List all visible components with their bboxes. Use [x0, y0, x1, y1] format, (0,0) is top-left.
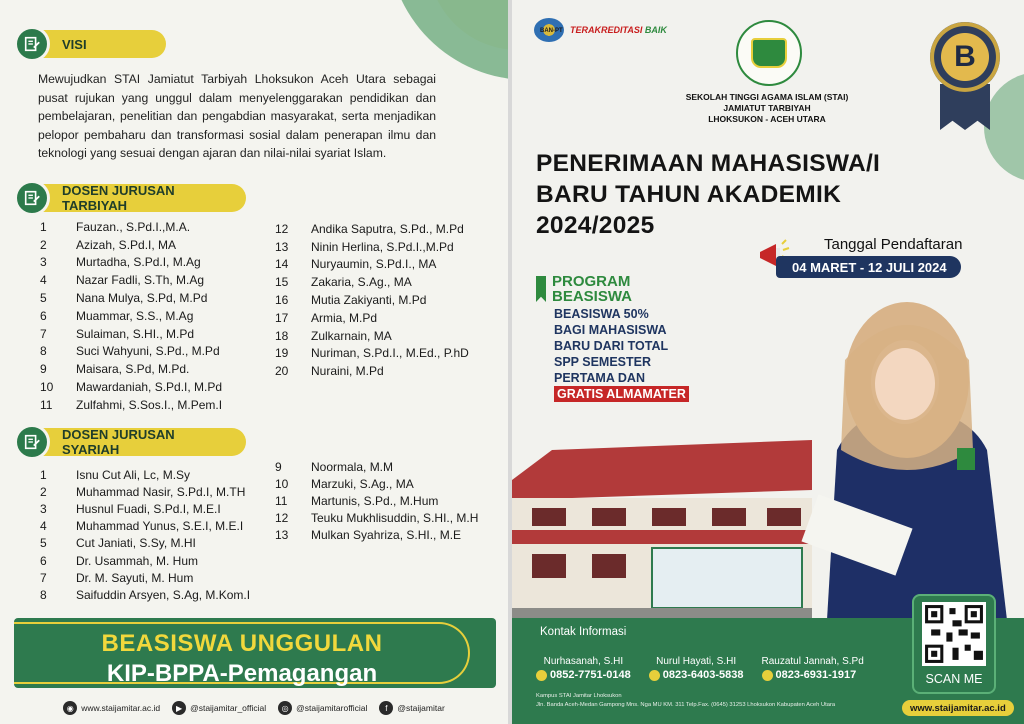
lecturer-name: Sulaiman, S.HI., M.Pd	[76, 326, 195, 341]
list-item	[40, 236, 222, 254]
accreditation-label: TERAKREDITASI BAIK	[570, 25, 667, 35]
lecturer-name: Martunis, S.Pd., M.Hum	[311, 493, 439, 508]
social-link[interactable]	[379, 701, 444, 715]
list-number: 13	[275, 528, 289, 543]
list-number: 2	[40, 484, 47, 499]
college-logo	[736, 20, 802, 86]
list-item	[40, 378, 222, 396]
list-item	[40, 307, 222, 325]
lecturer-name: Murtadha, S.Pd.I, M.Ag	[76, 255, 201, 270]
scan-me-label: SCAN ME	[925, 672, 983, 686]
lecturer-name: Fauzan., S.Pd.I.,M.A.	[76, 219, 191, 234]
edit-document-icon	[14, 26, 50, 62]
contact-name: Nurul Hayati, S.HI	[656, 656, 737, 667]
tarbiyah-list-col2	[275, 220, 469, 380]
list-item	[40, 325, 222, 343]
lecturer-name: Azizah, S.Pd.I, MA	[76, 237, 177, 252]
visi-title: VISI	[62, 36, 87, 52]
list-number: 5	[40, 291, 47, 306]
list-item	[40, 535, 250, 552]
lecturer-name: Isnu Cut Ali, Lc, M.Sy	[76, 467, 191, 482]
list-item	[275, 220, 469, 238]
banpt-label: BAN-PT	[540, 28, 563, 34]
list-item	[40, 552, 250, 569]
list-item	[40, 254, 222, 272]
list-number: 16	[275, 293, 289, 308]
list-number: 8	[40, 587, 47, 602]
social-links	[0, 692, 508, 724]
list-item	[40, 396, 222, 414]
contact-list	[536, 656, 864, 681]
scholarship-banner	[14, 618, 496, 688]
lecturer-name: Muhammad Nasir, S.Pd.I, M.TH	[76, 484, 246, 499]
corner-decoration	[388, 0, 508, 80]
list-item	[275, 309, 469, 327]
social-link[interactable]	[278, 701, 367, 715]
whatsapp-icon	[536, 670, 547, 681]
lecturer-name: Nuraini, M.Pd	[311, 364, 384, 379]
corner-decoration	[984, 72, 1024, 182]
lecturer-name: Dr. Usammah, M. Hum	[76, 553, 199, 568]
phone-number: 0823-6403-5838	[662, 669, 744, 681]
list-number: 8	[40, 344, 47, 359]
right-panel	[512, 0, 1024, 724]
lecturer-name: Ninin Herlina, S.Pd.I.,M.Pd	[311, 239, 454, 254]
lecturer-name: Saifuddin Arsyen, S.Ag, M.Kom.I	[76, 587, 251, 602]
contact-name: Rauzatul Jannah, S.Pd	[761, 656, 864, 667]
social-handle: @staijamitar	[397, 703, 445, 713]
lecturer-name: Maisara, S.Pd, M.Pd.	[76, 362, 190, 377]
syariah-list-col2	[275, 458, 478, 544]
program-heading	[536, 274, 632, 304]
edit-document-icon	[14, 180, 50, 216]
list-number: 17	[275, 310, 289, 325]
list-item	[40, 289, 222, 307]
list-item	[40, 466, 250, 483]
list-item	[40, 360, 222, 378]
list-number: 12	[275, 221, 289, 236]
lecturer-name: Dr. M. Sayuti, M. Hum	[76, 570, 194, 585]
list-number: 14	[275, 257, 289, 272]
list-number: 9	[275, 459, 282, 474]
list-number: 1	[40, 467, 47, 482]
list-item	[275, 238, 469, 256]
list-item	[40, 569, 250, 586]
list-number: 10	[275, 476, 289, 491]
edit-document-icon	[14, 424, 50, 460]
lecturer-name: Cut Janiati, S.Sy, M.HI	[76, 536, 196, 551]
college-name: SEKOLAH TINGGI AGAMA ISLAM (STAI) JAMIATUT TARBIYAH LHOKSUKON - ACEH UTARA	[685, 92, 849, 124]
visi-heading	[18, 30, 166, 58]
lecturer-name: Nazar Fadli, S.Th, M.Ag	[76, 273, 205, 288]
list-item	[275, 345, 469, 363]
list-number: 18	[275, 328, 289, 343]
list-item	[275, 256, 469, 274]
lecturer-name: Muammar, S.S., M.Ag	[76, 308, 194, 323]
list-item	[40, 500, 250, 517]
lecturer-name: Noormala, M.M	[311, 459, 394, 474]
tarbiyah-heading	[18, 184, 246, 212]
lecturer-name: Zulkarnain, MA	[311, 328, 392, 343]
scholarship-subtitle: KIP-BPPA-Pemagangan	[106, 660, 378, 687]
list-item	[40, 518, 250, 535]
registration-label: Tanggal Pendaftaran	[824, 236, 963, 253]
program-benefits: BEASISWA 50% BAGI MAHASISWA BARU DARI TOTAL SPP SEMESTER PERTAMA DAN GRATIS ALMAMATER	[554, 306, 689, 402]
scholarship-title: BEASISWA UNGGULAN	[101, 630, 383, 657]
syariah-title: DOSEN JURUSAN SYARIAH	[62, 427, 175, 457]
list-item	[275, 362, 469, 380]
list-item	[40, 483, 250, 500]
list-item	[40, 343, 222, 361]
list-number: 3	[40, 501, 47, 516]
facebook-icon: f	[379, 701, 393, 715]
list-number: 19	[275, 346, 289, 361]
lecturer-name: Nuryaumin, S.Pd.I., MA	[311, 257, 437, 272]
registration-dates: 04 MARET - 12 JULI 2024	[776, 256, 961, 278]
list-item	[275, 291, 469, 309]
contact-phone[interactable]	[762, 669, 864, 681]
list-number: 4	[40, 273, 47, 288]
instagram-icon: ◎	[278, 701, 292, 715]
qr-card[interactable]	[912, 594, 996, 694]
tarbiyah-list-col1	[40, 218, 222, 414]
list-number: 13	[275, 239, 289, 254]
contact-name: Nurhasanah, S.HI	[543, 656, 624, 667]
list-number: 11	[40, 397, 53, 412]
list-number: 20	[275, 364, 289, 379]
address: Kampus STAI Jamitar Lhoksukon Jln. Banda Aceh-Medan Gampong Mns. Nga MU KM. 311 Telp.Fax. (0645) 31253 Lhoksukon Kabupaten Aceh Utara	[536, 693, 836, 708]
whatsapp-icon	[649, 670, 660, 681]
social-handle: @staijamitar_official	[190, 703, 267, 713]
website-link[interactable]: www.staijamitar.ac.id	[902, 700, 1014, 716]
left-panel	[0, 0, 508, 724]
lecturer-name: Teuku Mukhlisuddin, S.HI., M.H	[311, 511, 479, 526]
list-number: 11	[275, 493, 288, 508]
contact-phone[interactable]	[536, 669, 631, 681]
lecturer-name: Suci Wahyuni, S.Pd., M.Pd	[76, 344, 220, 359]
list-item	[275, 527, 478, 544]
list-number: 12	[275, 511, 289, 526]
list-item	[275, 458, 478, 475]
list-item	[275, 273, 469, 291]
syariah-list-col1	[40, 466, 250, 604]
social-link[interactable]	[172, 701, 266, 715]
list-item	[275, 492, 478, 509]
lecturer-name: Nuriman, S.Pd.I., M.Ed., P.hD	[311, 346, 469, 361]
contact-title: Kontak Informasi	[540, 626, 627, 638]
phone-number: 0823-6931-1917	[775, 669, 857, 681]
lecturer-name: Mutia Zakiyanti, M.Pd	[311, 293, 427, 308]
social-handle: @staijamitarofficial	[296, 703, 368, 713]
list-number: 7	[40, 326, 47, 341]
lecturer-name: Nana Mulya, S.Pd, M.Pd	[76, 291, 208, 306]
list-number: 7	[40, 570, 47, 585]
social-link[interactable]	[63, 701, 160, 715]
list-number: 2	[40, 237, 47, 252]
mosque-emblem-icon	[751, 38, 787, 68]
list-number: 10	[40, 380, 54, 395]
lecturer-name: Andika Saputra, S.Pd., M.Pd	[311, 221, 464, 236]
accreditation-badge: B	[930, 22, 1000, 92]
list-item	[275, 327, 469, 345]
contact-person	[649, 656, 744, 681]
globe-icon: ◉	[63, 701, 77, 715]
student-photo	[797, 300, 1024, 620]
whatsapp-icon	[762, 670, 773, 681]
lecturer-name: Armia, M.Pd	[311, 310, 378, 325]
list-item	[40, 271, 222, 289]
list-number: 6	[40, 553, 47, 568]
lecturer-name: Mawardaniah, S.Pd.I, M.Pd	[76, 380, 223, 395]
phone-number: 0852-7751-0148	[550, 669, 631, 681]
qr-code-icon[interactable]	[922, 602, 986, 666]
contact-person	[762, 656, 864, 681]
contact-phone[interactable]	[649, 669, 744, 681]
program-highlight: GRATIS ALMAMATER	[554, 386, 689, 402]
list-item	[40, 586, 250, 603]
list-number: 9	[40, 362, 47, 377]
program-title: PROGRAM BEASISWA	[552, 273, 633, 305]
list-item	[275, 475, 478, 492]
social-handle: www.staijamitar.ac.id	[81, 703, 161, 713]
lecturer-name: Muhammad Yunus, S.E.I, M.E.I	[76, 519, 244, 534]
contact-person	[536, 656, 631, 681]
syariah-heading	[18, 428, 246, 456]
lecturer-name: Husnul Fuadi, S.Pd.I, M.E.I	[76, 501, 221, 516]
bookmark-icon	[536, 276, 546, 302]
lecturer-name: Mulkan Syahriza, S.HI., M.E	[311, 528, 462, 543]
visi-text: Mewujudkan STAI Jamiatut Tarbiyah Lhoksukon Aceh Utara sebagai pusat rujukan yang unggul dalam menyelenggarakan pendidikan dan pembelajaran, penelitian dan pengabdian masyarakat, serta menjadikan pelopor pembaharu dan transformasi sosial dalam penerapan ilmu dan teknologi yang sesuai dengan ajaran dan nilai-nilai syariat Islam.	[38, 72, 436, 161]
lecturer-name: Zulfahmi, S.Sos.I., M.Pem.I	[76, 397, 223, 412]
youtube-icon: ▶	[172, 701, 186, 715]
list-number: 1	[40, 219, 47, 234]
list-item	[275, 510, 478, 527]
tarbiyah-title: DOSEN JURUSAN TARBIYAH	[62, 183, 175, 213]
lecturer-name: Zakaria, S.Ag., MA	[311, 275, 412, 290]
list-number: 4	[40, 519, 47, 534]
list-number: 5	[40, 536, 47, 551]
list-number: 15	[275, 275, 289, 290]
list-item	[40, 218, 222, 236]
headline: PENERIMAAN MAHASISWA/I BARU TAHUN AKADEMIK 2024/2025	[536, 150, 881, 239]
lecturer-name: Marzuki, S.Ag., MA	[311, 476, 414, 491]
list-number: 3	[40, 255, 47, 270]
list-number: 6	[40, 308, 47, 323]
